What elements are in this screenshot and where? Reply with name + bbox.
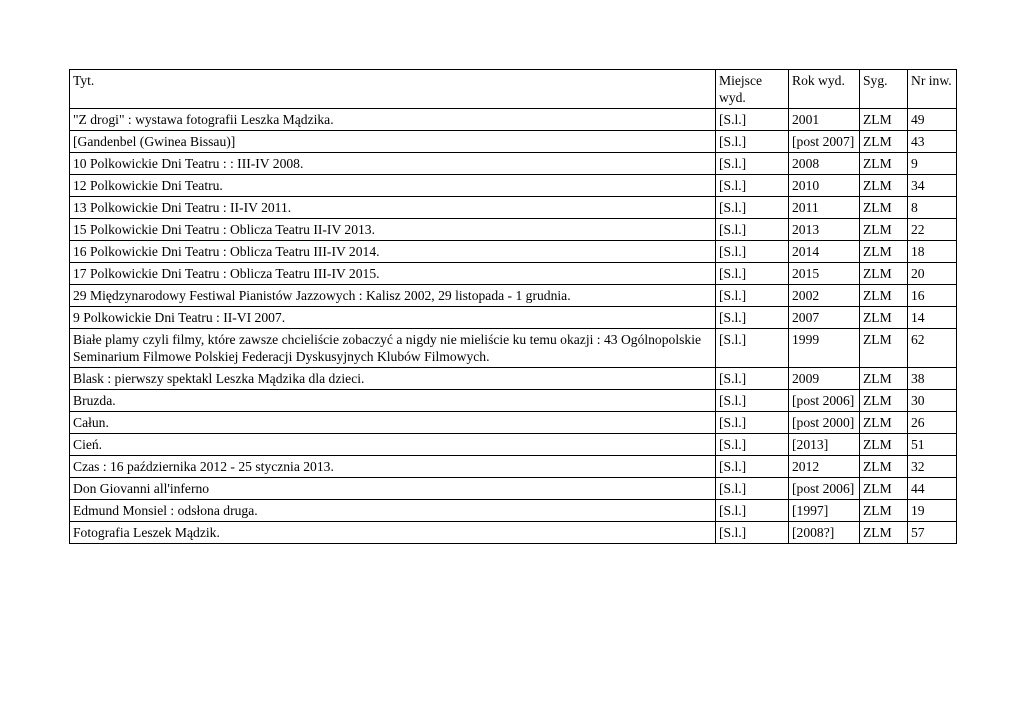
cell-place: [S.l.] xyxy=(716,368,789,390)
cell-place: [S.l.] xyxy=(716,434,789,456)
cell-year: 2009 xyxy=(789,368,860,390)
cell-inventory: 22 xyxy=(908,219,957,241)
cell-year: 2013 xyxy=(789,219,860,241)
header-year: Rok wyd. xyxy=(789,70,860,109)
cell-place: [S.l.] xyxy=(716,412,789,434)
cell-inventory: 62 xyxy=(908,329,957,368)
table-row xyxy=(70,175,957,197)
cell-place: [S.l.] xyxy=(716,263,789,285)
cell-signature: ZLM xyxy=(860,219,908,241)
cell-inventory: 44 xyxy=(908,478,957,500)
cell-title: 12 Polkowickie Dni Teatru. xyxy=(70,175,716,197)
cell-title: Don Giovanni all'inferno xyxy=(70,478,716,500)
cell-place: [S.l.] xyxy=(716,241,789,263)
cell-year: [2008?] xyxy=(789,522,860,544)
cell-signature: ZLM xyxy=(860,329,908,368)
cell-year: 2014 xyxy=(789,241,860,263)
cell-place: [S.l.] xyxy=(716,329,789,368)
cell-signature: ZLM xyxy=(860,368,908,390)
cell-year: 2012 xyxy=(789,456,860,478)
cell-inventory: 51 xyxy=(908,434,957,456)
cell-place: [S.l.] xyxy=(716,131,789,153)
cell-signature: ZLM xyxy=(860,434,908,456)
table-row xyxy=(70,131,957,153)
cell-title: Czas : 16 października 2012 - 25 stycznia 2013. xyxy=(70,456,716,478)
cell-title: Białe plamy czyli filmy, które zawsze chcieliście zobaczyć a nigdy nie mieliście ku temu okazji : 43 Ogólnopolskie Seminarium Filmowe Polskiej Federacji Dyskusyjnych Klubów Filmowych. xyxy=(70,329,716,368)
cell-year: [1997] xyxy=(789,500,860,522)
cell-signature: ZLM xyxy=(860,478,908,500)
cell-inventory: 18 xyxy=(908,241,957,263)
cell-place: [S.l.] xyxy=(716,500,789,522)
cell-inventory: 26 xyxy=(908,412,957,434)
header-signature: Syg. xyxy=(860,70,908,109)
cell-year: 2010 xyxy=(789,175,860,197)
cell-place: [S.l.] xyxy=(716,219,789,241)
table-row xyxy=(70,500,957,522)
cell-inventory: 14 xyxy=(908,307,957,329)
cell-signature: ZLM xyxy=(860,175,908,197)
table-row xyxy=(70,478,957,500)
cell-place: [S.l.] xyxy=(716,285,789,307)
cell-year: 2011 xyxy=(789,197,860,219)
cell-signature: ZLM xyxy=(860,412,908,434)
table-row xyxy=(70,153,957,175)
cell-signature: ZLM xyxy=(860,131,908,153)
cell-inventory: 16 xyxy=(908,285,957,307)
cell-year: [2013] xyxy=(789,434,860,456)
cell-inventory: 32 xyxy=(908,456,957,478)
cell-title: 9 Polkowickie Dni Teatru : II-VI 2007. xyxy=(70,307,716,329)
table-row xyxy=(70,307,957,329)
cell-year: 2001 xyxy=(789,109,860,131)
cell-signature: ZLM xyxy=(860,307,908,329)
cell-year: 2015 xyxy=(789,263,860,285)
table-body xyxy=(70,109,957,544)
cell-title: Blask : pierwszy spektakl Leszka Mądzika dla dzieci. xyxy=(70,368,716,390)
cell-inventory: 38 xyxy=(908,368,957,390)
cell-title: 13 Polkowickie Dni Teatru : II-IV 2011. xyxy=(70,197,716,219)
header-inventory: Nr inw. xyxy=(908,70,957,109)
cell-place: [S.l.] xyxy=(716,307,789,329)
table-row xyxy=(70,263,957,285)
cell-year: 2002 xyxy=(789,285,860,307)
cell-inventory: 8 xyxy=(908,197,957,219)
cell-title: 16 Polkowickie Dni Teatru : Oblicza Teatru III-IV 2014. xyxy=(70,241,716,263)
cell-signature: ZLM xyxy=(860,500,908,522)
cell-signature: ZLM xyxy=(860,197,908,219)
cell-inventory: 43 xyxy=(908,131,957,153)
cell-signature: ZLM xyxy=(860,522,908,544)
table-row xyxy=(70,219,957,241)
cell-signature: ZLM xyxy=(860,263,908,285)
cell-inventory: 34 xyxy=(908,175,957,197)
header-title: Tyt. xyxy=(70,70,716,109)
table-row xyxy=(70,412,957,434)
table-row xyxy=(70,390,957,412)
table-row xyxy=(70,434,957,456)
cell-title: 10 Polkowickie Dni Teatru : : III-IV 2008. xyxy=(70,153,716,175)
cell-year: [post 2000] xyxy=(789,412,860,434)
cell-place: [S.l.] xyxy=(716,175,789,197)
table-row xyxy=(70,368,957,390)
cell-signature: ZLM xyxy=(860,456,908,478)
table-row xyxy=(70,197,957,219)
cell-title: [Gandenbel (Gwinea Bissau)] xyxy=(70,131,716,153)
cell-title: Fotografia Leszek Mądzik. xyxy=(70,522,716,544)
cell-title: 15 Polkowickie Dni Teatru : Oblicza Teatru II-IV 2013. xyxy=(70,219,716,241)
cell-place: [S.l.] xyxy=(716,197,789,219)
cell-year: 1999 xyxy=(789,329,860,368)
cell-place: [S.l.] xyxy=(716,109,789,131)
table-row xyxy=(70,329,957,368)
cell-title: 17 Polkowickie Dni Teatru : Oblicza Teatru III-IV 2015. xyxy=(70,263,716,285)
cell-place: [S.l.] xyxy=(716,153,789,175)
table-row xyxy=(70,109,957,131)
cell-inventory: 30 xyxy=(908,390,957,412)
cell-year: 2008 xyxy=(789,153,860,175)
cell-inventory: 57 xyxy=(908,522,957,544)
table-header-row xyxy=(70,70,957,109)
cell-place: [S.l.] xyxy=(716,456,789,478)
cell-signature: ZLM xyxy=(860,241,908,263)
cell-inventory: 49 xyxy=(908,109,957,131)
cell-place: [S.l.] xyxy=(716,390,789,412)
cell-signature: ZLM xyxy=(860,109,908,131)
cell-place: [S.l.] xyxy=(716,522,789,544)
cell-title: Bruzda. xyxy=(70,390,716,412)
cell-year: [post 2006] xyxy=(789,390,860,412)
header-place: Miejsce wyd. xyxy=(716,70,789,109)
cell-title: Edmund Monsiel : odsłona druga. xyxy=(70,500,716,522)
table-row xyxy=(70,522,957,544)
cell-title: Całun. xyxy=(70,412,716,434)
table-row xyxy=(70,456,957,478)
cell-year: [post 2006] xyxy=(789,478,860,500)
cell-place: [S.l.] xyxy=(716,478,789,500)
cell-title: Cień. xyxy=(70,434,716,456)
cell-year: [post 2007] xyxy=(789,131,860,153)
cell-inventory: 9 xyxy=(908,153,957,175)
cell-year: 2007 xyxy=(789,307,860,329)
cell-inventory: 19 xyxy=(908,500,957,522)
cell-signature: ZLM xyxy=(860,153,908,175)
catalog-table xyxy=(69,69,957,544)
cell-signature: ZLM xyxy=(860,285,908,307)
cell-signature: ZLM xyxy=(860,390,908,412)
table-row xyxy=(70,241,957,263)
cell-title: "Z drogi" : wystawa fotografii Leszka Mądzika. xyxy=(70,109,716,131)
cell-inventory: 20 xyxy=(908,263,957,285)
cell-title: 29 Międzynarodowy Festiwal Pianistów Jazzowych : Kalisz 2002, 29 listopada - 1 grudnia. xyxy=(70,285,716,307)
table-row xyxy=(70,285,957,307)
